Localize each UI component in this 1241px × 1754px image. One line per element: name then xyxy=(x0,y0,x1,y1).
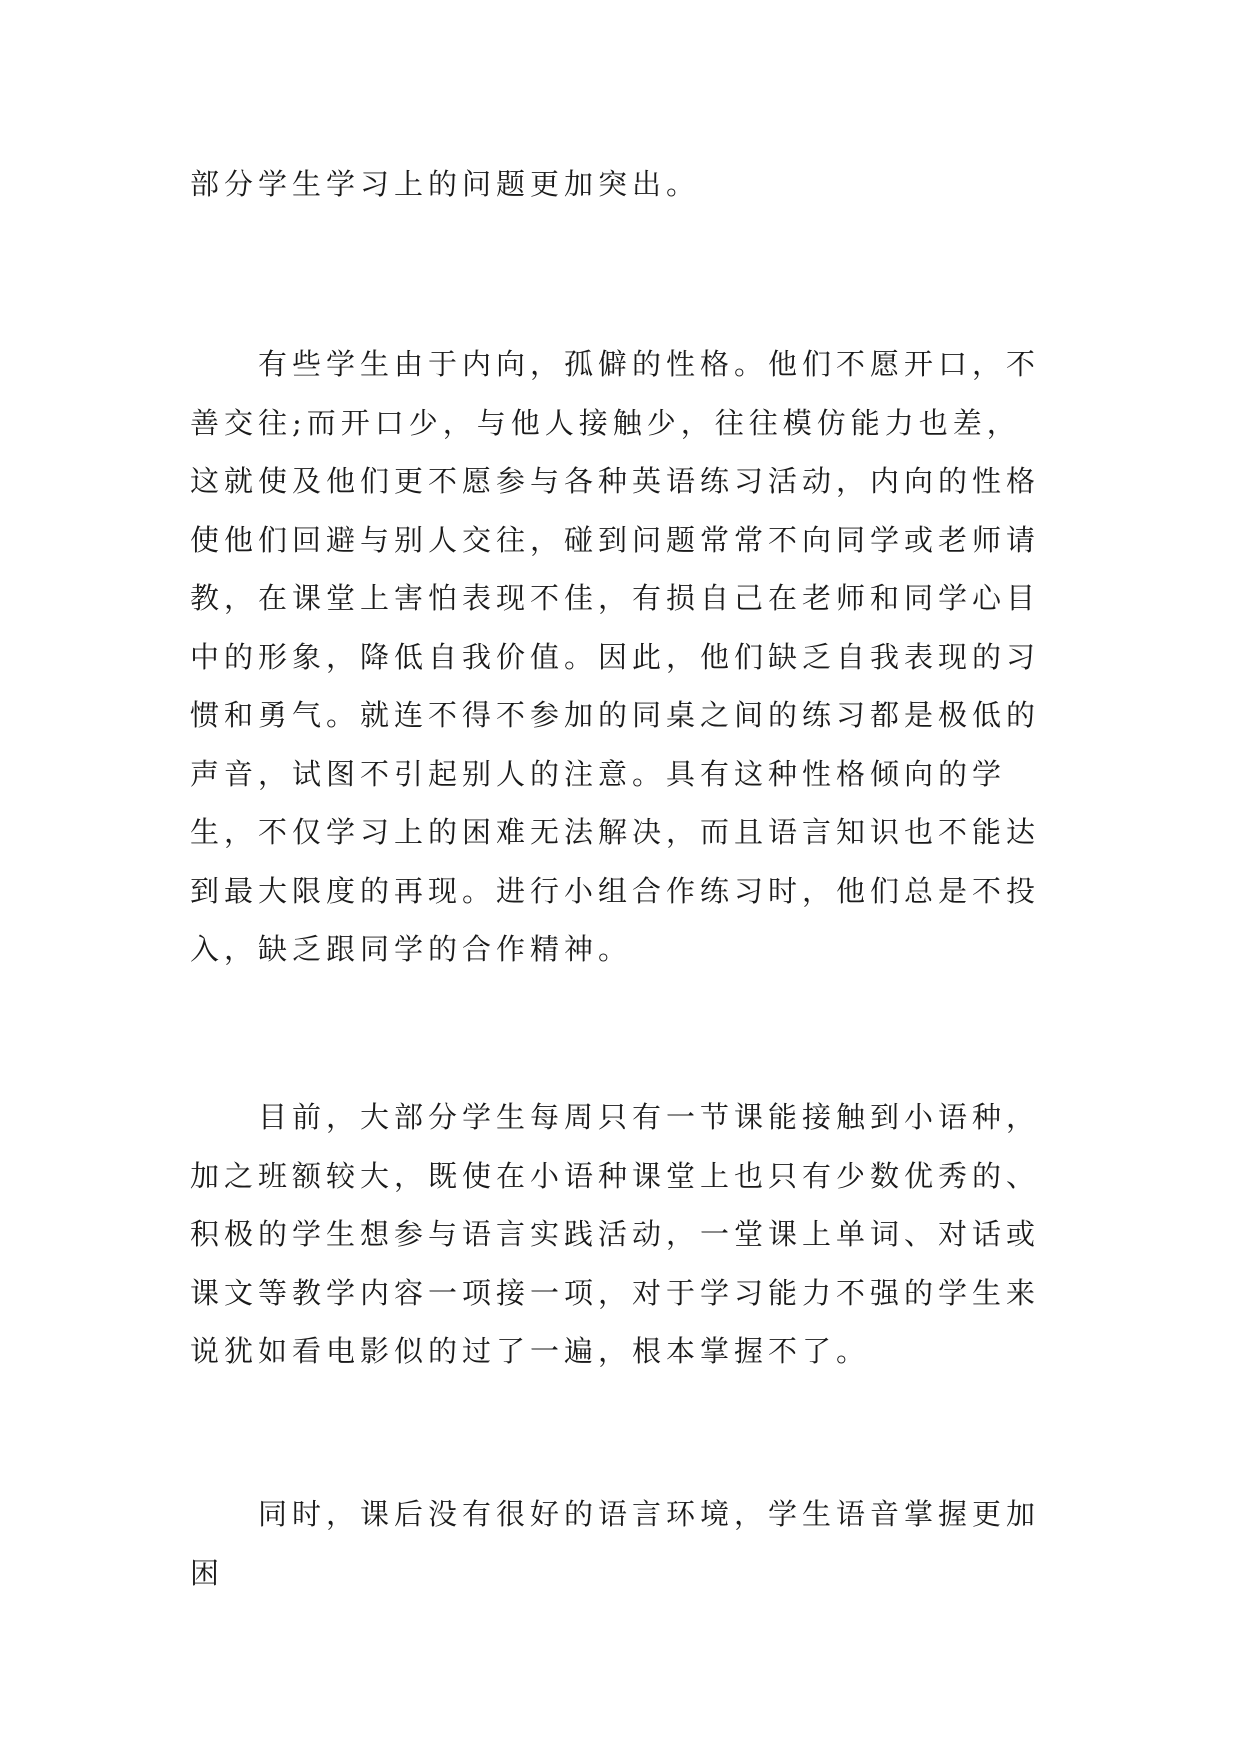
paragraph-class-size: 目前，大部分学生每周只有一节课能接触到小语种，加之班额较大，既使在小语种课堂上也只有少数优秀的、积极的学生想参与语言实践活动，一堂课上单词、对话或课文等教学内容一项接一项，对于学习能力不强的学生来说犹如看电影似的过了一遍，根本掌握不了。 xyxy=(190,1100,1041,1368)
paragraph-introverted-students: 有些学生由于内向，孤僻的性格。他们不愿开口，不善交往;而开口少，与他人接触少，往往模仿能力也差，这就使及他们更不愿参与各种英语练习活动，内向的性格使他们回避与别人交往，碰到问题常常不向同学或老师请教，在课堂上害怕表现不佳，有损自己在老师和同学心目中的形象，降低自我价值。因此，他们缺乏自我表现的习惯和勇气。就连不得不参加的同桌之间的练习都是极低的声音，试图不引起别人的注意。具有这种性格倾向的学生，不仅学习上的困难无法解决，而且语言知识也不能达到最大限度的再现。进行小组合作练习时，他们总是不投入，缺乏跟同学的合作精神。 xyxy=(190,347,1041,966)
paragraph-language-environment: 同时，课后没有很好的语言环境，学生语音掌握更加困 xyxy=(190,1497,1041,1590)
paragraph-continuation: 部分学生学习上的问题更加突出。 xyxy=(190,167,701,201)
